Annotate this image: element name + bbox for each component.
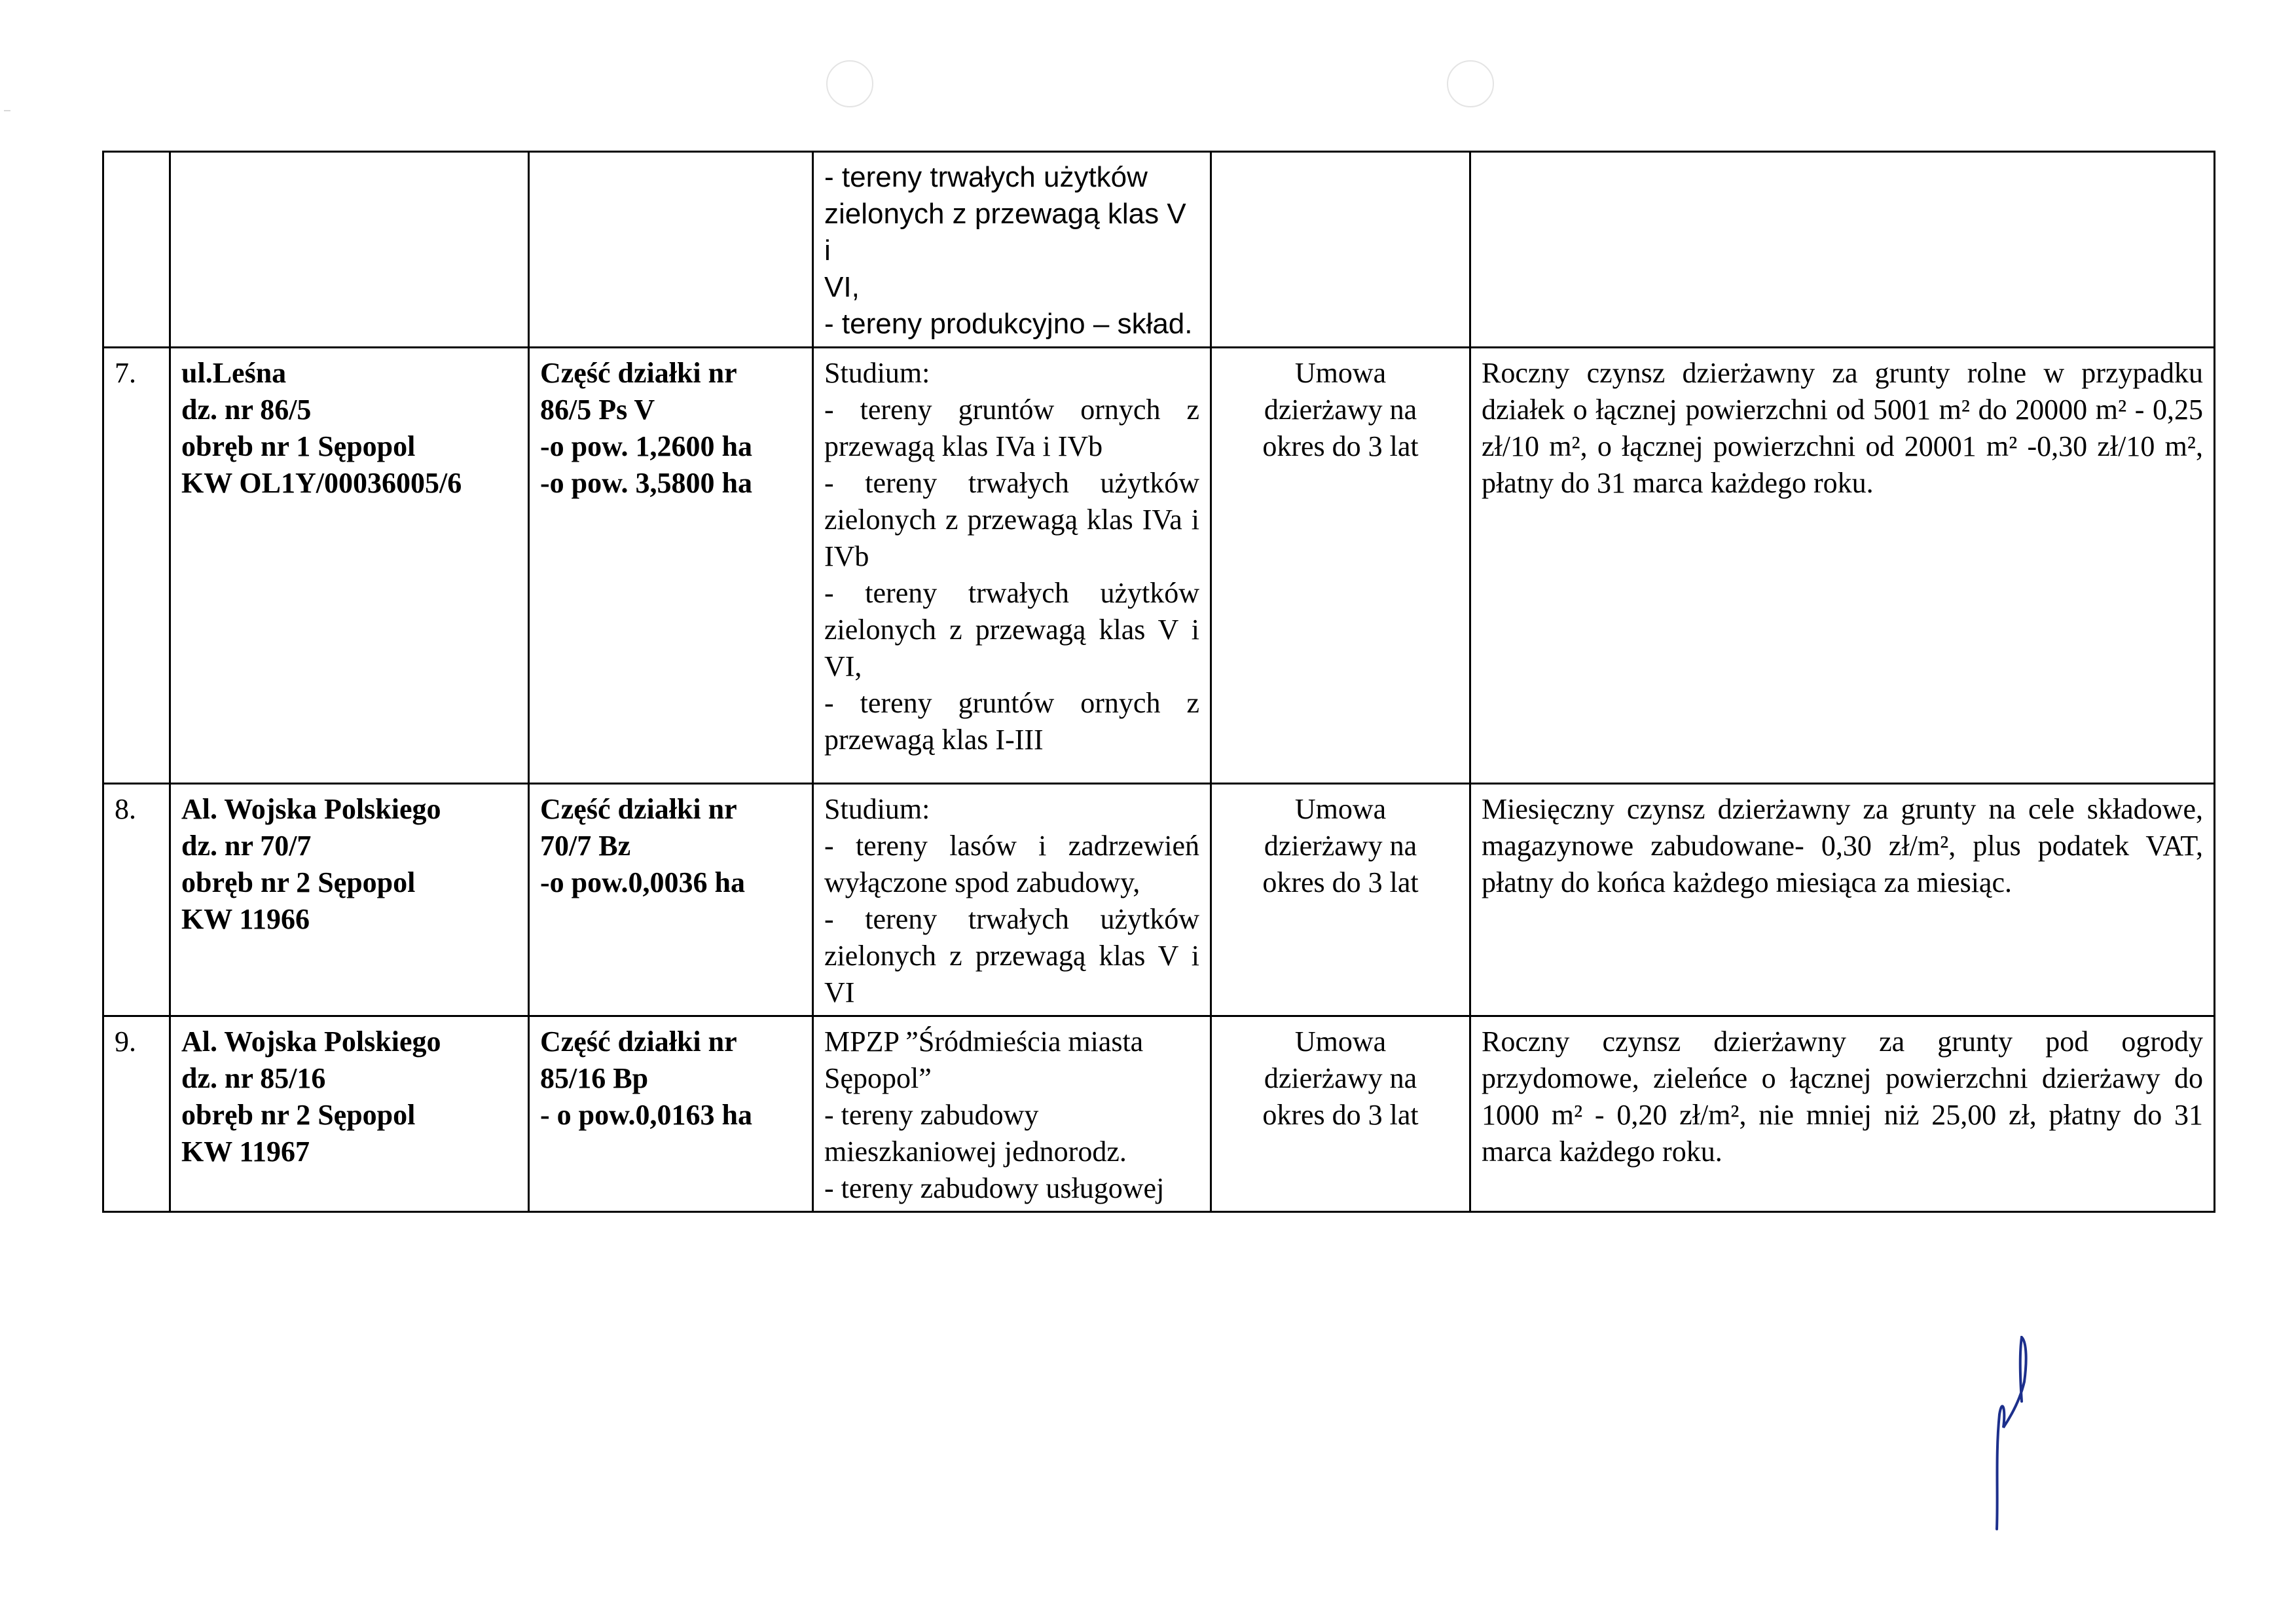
cell-rent [1470,152,2215,348]
location-line: dz. nr 85/16 [181,1062,326,1094]
location-line: KW 11967 [181,1135,310,1168]
location-line: Al. Wojska Polskiego [181,1025,441,1058]
cell-term [1211,784,1470,1016]
cell-rent: Roczny czynsz dzierżawny za grunty pod ogrody przydomowe, zieleńce o łącznej powierzchni dzierżawy do 1000 m² - 0,20 zł/m², nie mniej niż 25,00 zł, płatny do 31 marca każdego roku. [1470,1016,2215,1212]
lease-table [102,151,2215,1213]
cell-term [1211,152,1470,348]
cell-rent: Miesięczny czynsz dzierżawny za grunty na cele składowe, magazynowe zabudowane- 0,30 zł/m², plus podatek VAT, płatny do końca każdego miesiąca za miesiąc. [1470,784,2215,1016]
cell-parcel [529,784,813,1016]
term-line: okres do 3 lat [1262,430,1419,462]
term-line: dzierżawy na [1264,830,1417,862]
zoning-line: Sępopol” [824,1062,932,1094]
parcel-line: -o pow.0,0036 ha [540,866,745,898]
zoning-line: mieszkaniowej jednorodz. [824,1135,1127,1168]
term-line: Umowa [1294,793,1387,825]
zoning-line: - tereny zabudowy [824,1099,1039,1131]
zoning-line: zielonych z przewagą klas V i [824,198,1186,267]
zoning-line: MPZP ”Śródmieścia miasta [824,1025,1144,1058]
parcel-line: 85/16 Bp [540,1062,649,1094]
location-line: Al. Wojska Polskiego [181,793,441,825]
location-line: KW 11966 [181,903,310,935]
term-line: Umowa [1294,357,1387,389]
table-row-continuation [103,152,2215,348]
cell-location [170,348,529,784]
punch-hole-left [826,60,873,107]
cell-location [170,1016,529,1212]
cell-zoning [813,1016,1211,1212]
zoning-line: - tereny zabudowy usługowej [824,1172,1165,1204]
cell-location [170,784,529,1016]
cell-parcel [529,152,813,348]
punch-hole-right [1447,60,1494,107]
term-line: dzierżawy na [1264,1062,1417,1094]
cell-parcel [529,1016,813,1212]
location-line: obręb nr 1 Sępopol [181,430,416,462]
cell-zoning: Studium: - tereny lasów i zadrzewień wyłączone spod zabudowy, - tereny trwałych użytków zielonych z przewagą klas V i VI [813,784,1211,1016]
table-row-8 [103,784,2215,1016]
cell-rent: Roczny czynsz dzierżawny za grunty rolne w przypadku działek o łącznej powierzchni od 5001 m² do 20000 m² - 0,25 zł/10 m², o łącznej powierzchni od 20001 m² -0,30 zł/10 m², płatny do 31 marca każdego roku. [1470,348,2215,784]
location-line: KW OL1Y/00036005/6 [181,467,462,499]
parcel-line: -o pow. 3,5800 ha [540,467,752,499]
parcel-line: -o pow. 1,2600 ha [540,430,752,462]
term-line: dzierżawy na [1264,394,1417,426]
scan-mark [4,110,10,111]
location-line: dz. nr 86/5 [181,394,312,426]
location-line: dz. nr 70/7 [181,830,312,862]
cell-parcel [529,348,813,784]
parcel-line: 86/5 Ps V [540,394,655,426]
location-line: obręb nr 2 Sępopol [181,866,416,898]
handwritten-signature [1984,1336,2036,1532]
term-line: okres do 3 lat [1262,866,1419,898]
parcel-line: Część działki nr [540,1025,737,1058]
parcel-line: Część działki nr [540,357,737,389]
parcel-line: 70/7 Bz [540,830,631,862]
parcel-line: - o pow.0,0163 ha [540,1099,752,1131]
cell-location [170,152,529,348]
cell-term [1211,348,1470,784]
cell-zoning [813,152,1211,348]
table-row-9 [103,1016,2215,1212]
zoning-line: - tereny trwałych użytków [824,161,1148,193]
zoning-line: - tereny produkcyjno – skład. [824,308,1193,340]
parcel-line: Część działki nr [540,793,737,825]
term-line: okres do 3 lat [1262,1099,1419,1131]
location-line: ul.Leśna [181,357,287,389]
term-line: Umowa [1294,1025,1387,1058]
cell-zoning: Studium: - tereny gruntów ornych z przewagą klas IVa i IVb - tereny trwałych użytków zielonych z przewagą klas IVa i IVb - tereny trwałych użytków zielonych z przewagą klas V i VI, - tereny gruntów ornych z przewagą klas I-III [813,348,1211,784]
zoning-line: VI, [824,271,860,303]
row-number: 9. [103,1016,170,1212]
row-number: 7. [103,348,170,784]
location-line: obręb nr 2 Sępopol [181,1099,416,1131]
row-number: 8. [103,784,170,1016]
table-row-7 [103,348,2215,784]
cell-term [1211,1016,1470,1212]
cell-no [103,152,170,348]
